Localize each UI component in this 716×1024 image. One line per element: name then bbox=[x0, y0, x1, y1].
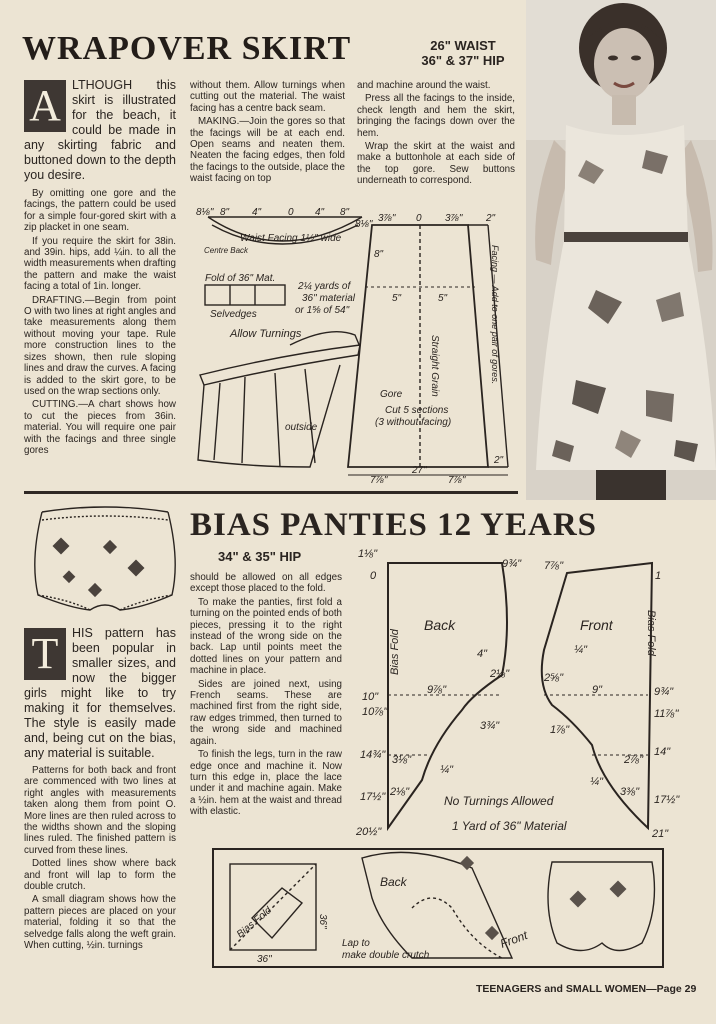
cutting-layout-diagram bbox=[212, 848, 664, 968]
panties-dropcap: T bbox=[24, 628, 66, 680]
panties-lead-text: HIS pattern has been popular in smaller sizes, and now the bigger girls might like to try making it for themselves. The style is easily made and, being cut on the bias, any material is suitable. bbox=[24, 626, 176, 760]
yardage-label: 1 Yard of 36" Material bbox=[452, 819, 567, 833]
measure-label: 4" bbox=[477, 648, 488, 660]
back-top-label: 9¾" bbox=[502, 558, 522, 570]
gore-label: Gore bbox=[380, 389, 403, 400]
front-mark-label: 17½" bbox=[654, 794, 680, 806]
back-mark-label: 1⅛" bbox=[358, 548, 378, 560]
skirt-paragraph: Wrap the skirt at the waist and make a buttonhole at each side of the top gore. Sew buttons underneath to correspond. bbox=[357, 141, 515, 187]
panties-column-1 bbox=[24, 626, 176, 954]
back-mark-label: 10⅞" bbox=[362, 706, 388, 718]
front-mark-label: 21" bbox=[652, 828, 669, 840]
facing-dimension-label: 8⅛" bbox=[355, 219, 373, 230]
facing-dimension-label: 4" bbox=[252, 207, 262, 218]
facing-label: Facing — Add to one pair of gores. bbox=[490, 245, 500, 385]
back-mark-label: 0 bbox=[370, 570, 377, 582]
skirt-paragraph: without them. Allow turnings when cutting out the material. The waist facing has a centre back seam. bbox=[190, 80, 345, 114]
gore-dimension-label: 7⅞" bbox=[370, 475, 388, 485]
gore-dimension-label: 3⅞" bbox=[378, 213, 396, 224]
yardage-label: 2¼ yards of bbox=[298, 281, 351, 292]
skirt-waist-size: 26" WAIST bbox=[430, 38, 496, 53]
straight-grain-label: Straight Grain bbox=[429, 335, 440, 397]
lap-label: make double crutch bbox=[342, 950, 430, 961]
facing-dimension-label: 8" bbox=[220, 207, 230, 218]
gore-dimension-label: 5" bbox=[438, 293, 448, 304]
skirt-hip-size: 36" & 37" HIP bbox=[421, 53, 505, 68]
gore-dimension-label: 7⅞" bbox=[448, 475, 466, 485]
panties-pattern-diagram bbox=[352, 545, 682, 845]
back-piece-label: Back bbox=[424, 617, 456, 633]
measure-label: 2⅛" bbox=[390, 786, 410, 798]
measure-label: 2⅞" bbox=[624, 754, 644, 766]
back-mark-label: 20½" bbox=[356, 826, 382, 838]
skirt-paragraph: CUTTING.—A chart shows how to cut the pieces from 36in. material. You will require one pair with the facings and three single gores bbox=[24, 399, 176, 456]
panties-paragraph: Sides are joined next, using French seams. These are machined first from the right side, raw edges trimmed, then turned to the wrong side and machined again. bbox=[190, 678, 342, 747]
skirt-paragraph: and machine around the waist. bbox=[357, 80, 491, 91]
skirt-column-3 bbox=[357, 80, 515, 189]
waist-facing-label: Waist Facing 1½" wide bbox=[240, 233, 342, 244]
gore-dimension-label: 8" bbox=[374, 249, 384, 260]
back-mark-label: 14¾" bbox=[360, 749, 386, 761]
skirt-paragraph: Press all the facings to the inside, check length and hem the skirt, bringing the facings down over the hem. bbox=[357, 93, 515, 139]
layout-bias-label: Bias Fold bbox=[234, 905, 274, 941]
page-footer: TEENAGERS and SMALL WOMEN—Page 29 bbox=[476, 983, 697, 995]
measure-label: 2⅝" bbox=[544, 672, 564, 684]
panties-paragraph: Dotted lines show where back and front will lap to form the double crutch. bbox=[24, 858, 176, 893]
model-photo bbox=[526, 0, 716, 500]
model-photo-image bbox=[526, 0, 716, 500]
skirt-column-2 bbox=[190, 80, 345, 187]
gore-dimension-label: 0 bbox=[416, 213, 422, 224]
cut-label: Cut 5 sections bbox=[385, 405, 449, 416]
front-mark-label: 1 bbox=[655, 570, 662, 582]
panties-lead bbox=[24, 626, 176, 761]
measure-label: 3⅛" bbox=[392, 754, 412, 766]
panties-illustration bbox=[30, 500, 180, 618]
front-piece-label: Front bbox=[580, 617, 613, 633]
panties-sizes: 34" & 35" HIP bbox=[218, 549, 302, 564]
measure-label: 1⅞" bbox=[550, 724, 570, 736]
panties-paragraph: should be allowed on all edges except those placed to the fold. bbox=[190, 572, 342, 595]
skirt-column-1 bbox=[24, 78, 176, 458]
front-mark-label: 9¾" bbox=[654, 686, 674, 698]
bias-fold-label: Bias Fold bbox=[645, 610, 657, 656]
skirt-pattern-diagram bbox=[190, 205, 520, 485]
skirt-paragraph: MAKING.—Join the gores so that the facings will be at each end. Open seams and neaten them. Neaten the facing edges, then fold the facings to the outside, place the waist facing on top bbox=[190, 116, 345, 185]
layout-dimension-label: 36" bbox=[317, 914, 328, 929]
front-width-label: 9" bbox=[592, 684, 603, 696]
measure-label: ¼" bbox=[590, 776, 604, 788]
centre-back-label: Centre Back bbox=[204, 246, 249, 255]
fold-label: Fold of 36" Mat. bbox=[205, 273, 276, 284]
allow-turnings-label: Allow Turnings bbox=[230, 328, 302, 340]
selvedges-label: Selvedges bbox=[210, 309, 257, 320]
measure-label: ¼" bbox=[440, 764, 454, 776]
gore-dimension-label: 2" bbox=[494, 455, 504, 466]
layout-back-label: Back bbox=[380, 875, 407, 889]
section-divider bbox=[24, 491, 518, 494]
skirt-lead bbox=[24, 78, 176, 183]
skirt-paragraph: If you require the skirt for 38in. and 39in. hips, add ¼in. to all the width measurements when drafting the pattern and make the waist facing a total of 1in. longer. bbox=[24, 235, 176, 293]
layout-dimension-label: 36" bbox=[257, 954, 272, 965]
skirt-lead-text: LTHOUGH this skirt is illustrated for the beach, it could be made in any skirting fabric and buttoned down to the depth you desire. bbox=[24, 78, 176, 182]
skirt-paragraph: By omitting one gore and the facings, the pattern could be used for a simple four-gored skirt with a zip placket in one seam. bbox=[24, 188, 176, 234]
yardage-label: or 1⅝ of 54" bbox=[295, 305, 350, 316]
front-mark-label: 11⅞" bbox=[654, 708, 679, 720]
facing-dimension-label: 8⅛" bbox=[196, 207, 214, 218]
panties-title: BIAS PANTIES 12 YEARS bbox=[190, 507, 598, 543]
gore-dimension-label: 3⅞" bbox=[445, 213, 463, 224]
layout-front-label: Front bbox=[498, 928, 530, 951]
back-mark-label: 10" bbox=[362, 691, 379, 703]
back-width-label: 9⅞" bbox=[427, 684, 447, 696]
panties-paragraph: To finish the legs, turn in the raw edge once and machine it. Now turn this edge in, place the lace under it and machine again. Make a ½in. hem at the waist and thread with elastic. bbox=[190, 749, 342, 818]
panties-column-2 bbox=[190, 572, 342, 820]
panties-paragraph: Patterns for both back and front are commenced with two lines at right angles with measurements taken along them from point O. More lines are then ruled across to the widths shown and the sloping lines ruled. The finished pattern is curved from these lines. bbox=[24, 765, 176, 856]
bias-fold-label: Bias Fold bbox=[389, 629, 401, 675]
facing-dimension-label: 8" bbox=[340, 207, 350, 218]
skirt-paragraph: DRAFTING.—Begin from point O with two lines at right angles and take measurements along them without moving your tape. Rule more construction lines to the sizes shown, then rule sloping lines and draw the curves. A facing is added to the skirt gore, to be used on the wrap sections only. bbox=[24, 294, 176, 397]
outside-label: outside bbox=[285, 422, 318, 433]
gore-dimension-label: 27" bbox=[412, 465, 427, 476]
front-mark-label: 14" bbox=[654, 746, 671, 758]
facing-dimension-label: 4" bbox=[315, 207, 325, 218]
cut-label: (3 without facing) bbox=[375, 417, 452, 428]
panties-paragraph: A small diagram shows how the pattern pieces are placed on your material, folding it so that the selvedge falls along the weft grain. When cutting, ½in. turnings bbox=[24, 894, 176, 952]
panties-paragraph: To make the panties, first fold a turning on the pointed ends of both pieces, pressing it to the right instead of the wrong side on the back. Lap until points meet the dotted lines on your pattern and machine in place. bbox=[190, 596, 342, 677]
measure-label: ¼" bbox=[574, 644, 588, 656]
gore-dimension-label: 2" bbox=[486, 213, 496, 224]
measure-label: 3¾" bbox=[480, 720, 500, 732]
gore-dimension-label: 5" bbox=[392, 293, 402, 304]
no-turnings-label: No Turnings Allowed bbox=[444, 794, 554, 808]
back-mark-label: 17½" bbox=[360, 791, 386, 803]
front-top-label: 7⅞" bbox=[544, 560, 564, 572]
facing-dimension-label: 0 bbox=[288, 207, 294, 218]
measure-label: 2⅛" bbox=[490, 668, 510, 680]
lap-label: Lap to bbox=[342, 938, 370, 949]
skirt-title: WRAPOVER SKIRT bbox=[22, 30, 352, 67]
measure-label: 3⅜" bbox=[620, 786, 640, 798]
skirt-dropcap: A bbox=[24, 80, 66, 132]
yardage-label: 36" material bbox=[302, 293, 356, 304]
skirt-sizes bbox=[408, 38, 518, 68]
